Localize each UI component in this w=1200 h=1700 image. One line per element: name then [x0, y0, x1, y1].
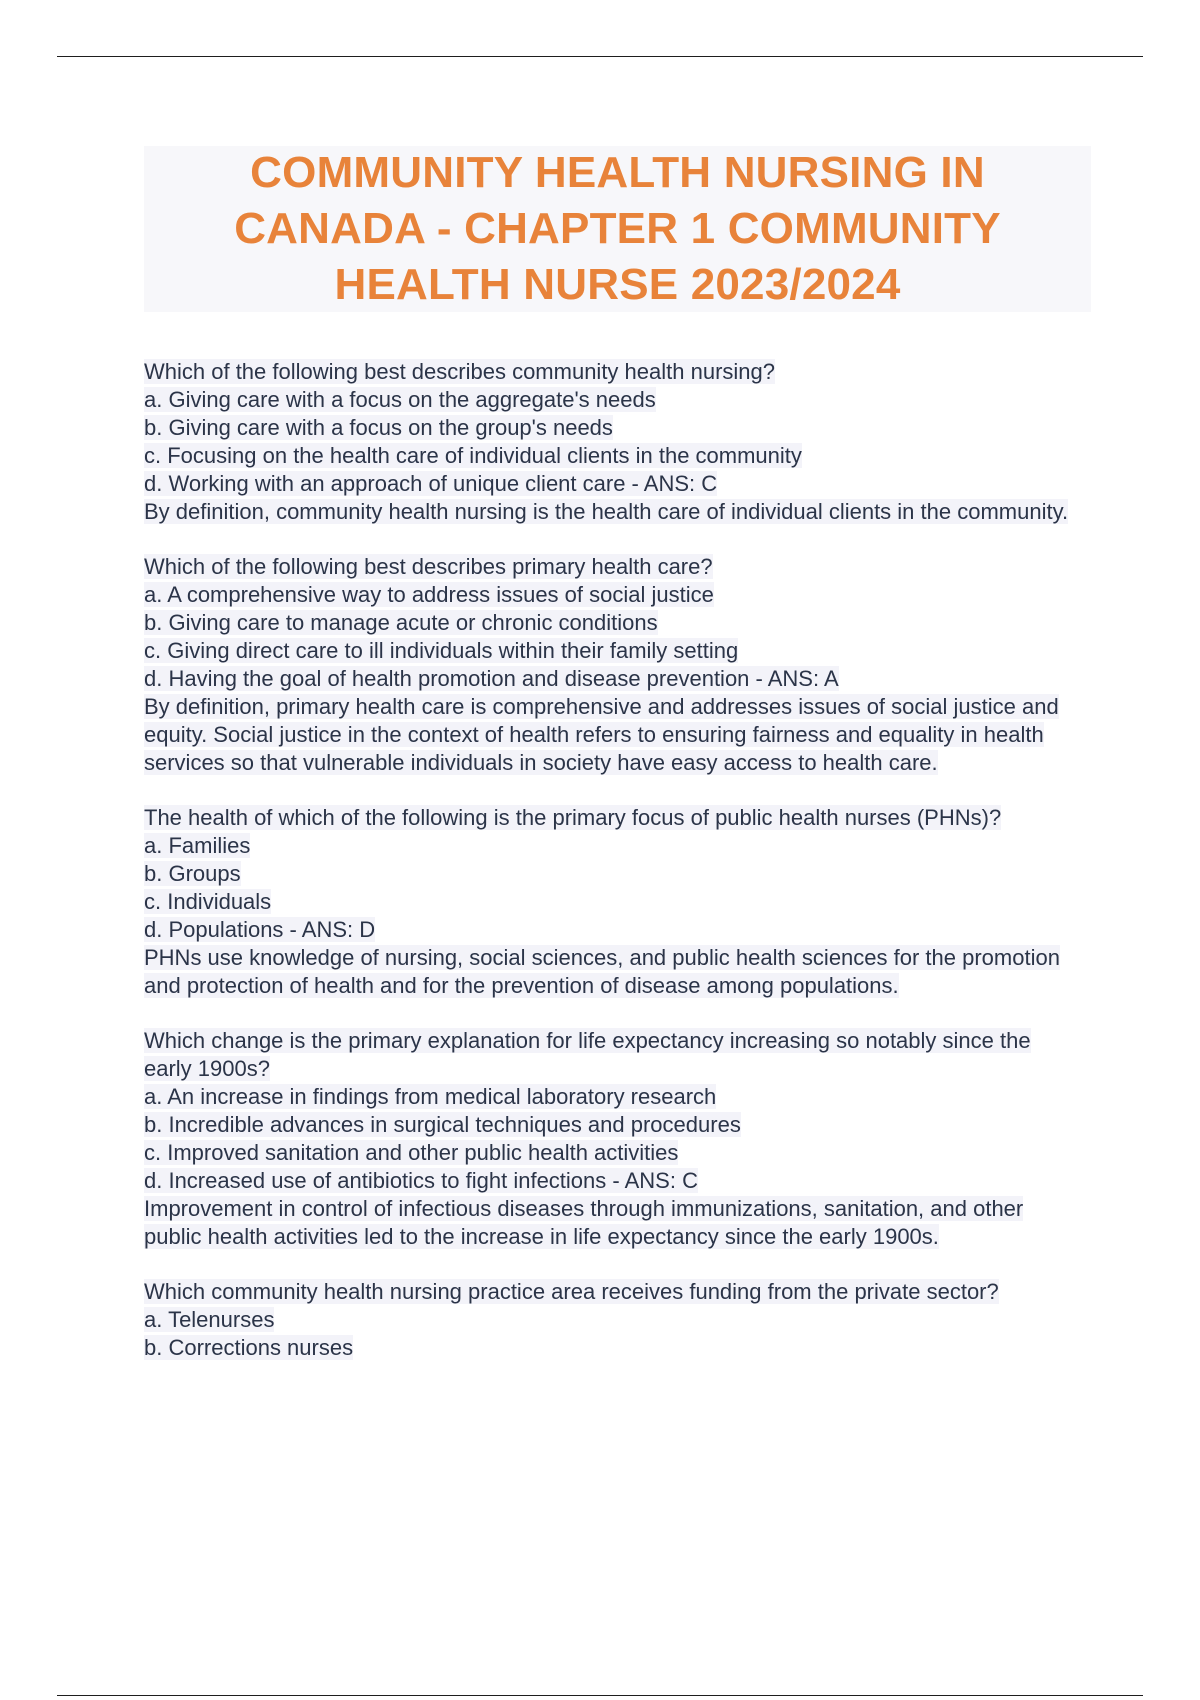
bottom-rule [57, 1695, 1143, 1696]
question-block-2 [144, 553, 1084, 777]
answer-option-b: b. Giving care to manage acute or chronic conditions [144, 610, 658, 635]
answer-option-d: d. Working with an approach of unique client care - ANS: C [144, 471, 718, 496]
rationale-text: By definition, primary health care is comprehensive and addresses issues of social justice and equity. Social justice in the context of health refers to ensuring fairness and equality in health services so that vulnerable individuals in society have easy access to health care. [144, 694, 1059, 775]
question-block-5 [144, 1278, 1084, 1362]
answer-option-c: c. Individuals [144, 889, 272, 914]
rationale-text: Improvement in control of infectious diseases through immunizations, sanitation, and other public health activities led to the increase in life expectancy since the early 1900s. [144, 1196, 1024, 1249]
top-rule [57, 56, 1143, 57]
answer-option-b: b. Incredible advances in surgical techniques and procedures [144, 1112, 741, 1137]
answer-option-c: c. Giving direct care to ill individuals within their family setting [144, 638, 739, 663]
question-text: The health of which of the following is the primary focus of public health nurses (PHNs)? [144, 805, 1002, 830]
question-text: Which community health nursing practice area receives funding from the private sector? [144, 1279, 999, 1304]
rationale-text: By definition, community health nursing is the health care of individual clients in the community. [144, 499, 1069, 524]
question-list [144, 358, 1084, 1389]
title-banner [144, 146, 1091, 312]
question-block-3 [144, 804, 1084, 1000]
document-title: COMMUNITY HEALTH NURSING IN CANADA - CHAPTER 1 COMMUNITY HEALTH NURSE 2023/2024 [234, 148, 1001, 309]
question-text: Which change is the primary explanation for life expectancy increasing so notably since the early 1900s? [144, 1028, 1031, 1081]
answer-option-b: b. Giving care with a focus on the group's needs [144, 415, 613, 440]
answer-option-a: a. Families [144, 833, 251, 858]
question-block-4 [144, 1027, 1084, 1251]
question-text: Which of the following best describes primary health care? [144, 554, 713, 579]
answer-option-d: d. Having the goal of health promotion and disease prevention - ANS: A [144, 666, 839, 691]
question-block-1 [144, 358, 1084, 526]
answer-option-d: d. Populations - ANS: D [144, 917, 376, 942]
answer-option-c: c. Focusing on the health care of individual clients in the community [144, 443, 802, 468]
answer-option-c: c. Improved sanitation and other public health activities [144, 1140, 679, 1165]
answer-option-b: b. Corrections nurses [144, 1335, 354, 1360]
answer-option-a: a. A comprehensive way to address issues of social justice [144, 582, 714, 607]
answer-option-a: a. An increase in findings from medical laboratory research [144, 1084, 717, 1109]
rationale-text: PHNs use knowledge of nursing, social sciences, and public health sciences for the promotion and protection of health and for the prevention of disease among populations. [144, 945, 1060, 998]
question-text: Which of the following best describes community health nursing? [144, 359, 775, 384]
answer-option-a: a. Telenurses [144, 1307, 275, 1332]
answer-option-a: a. Giving care with a focus on the aggregate's needs [144, 387, 656, 412]
answer-option-d: d. Increased use of antibiotics to fight infections - ANS: C [144, 1168, 698, 1193]
answer-option-b: b. Groups [144, 861, 241, 886]
